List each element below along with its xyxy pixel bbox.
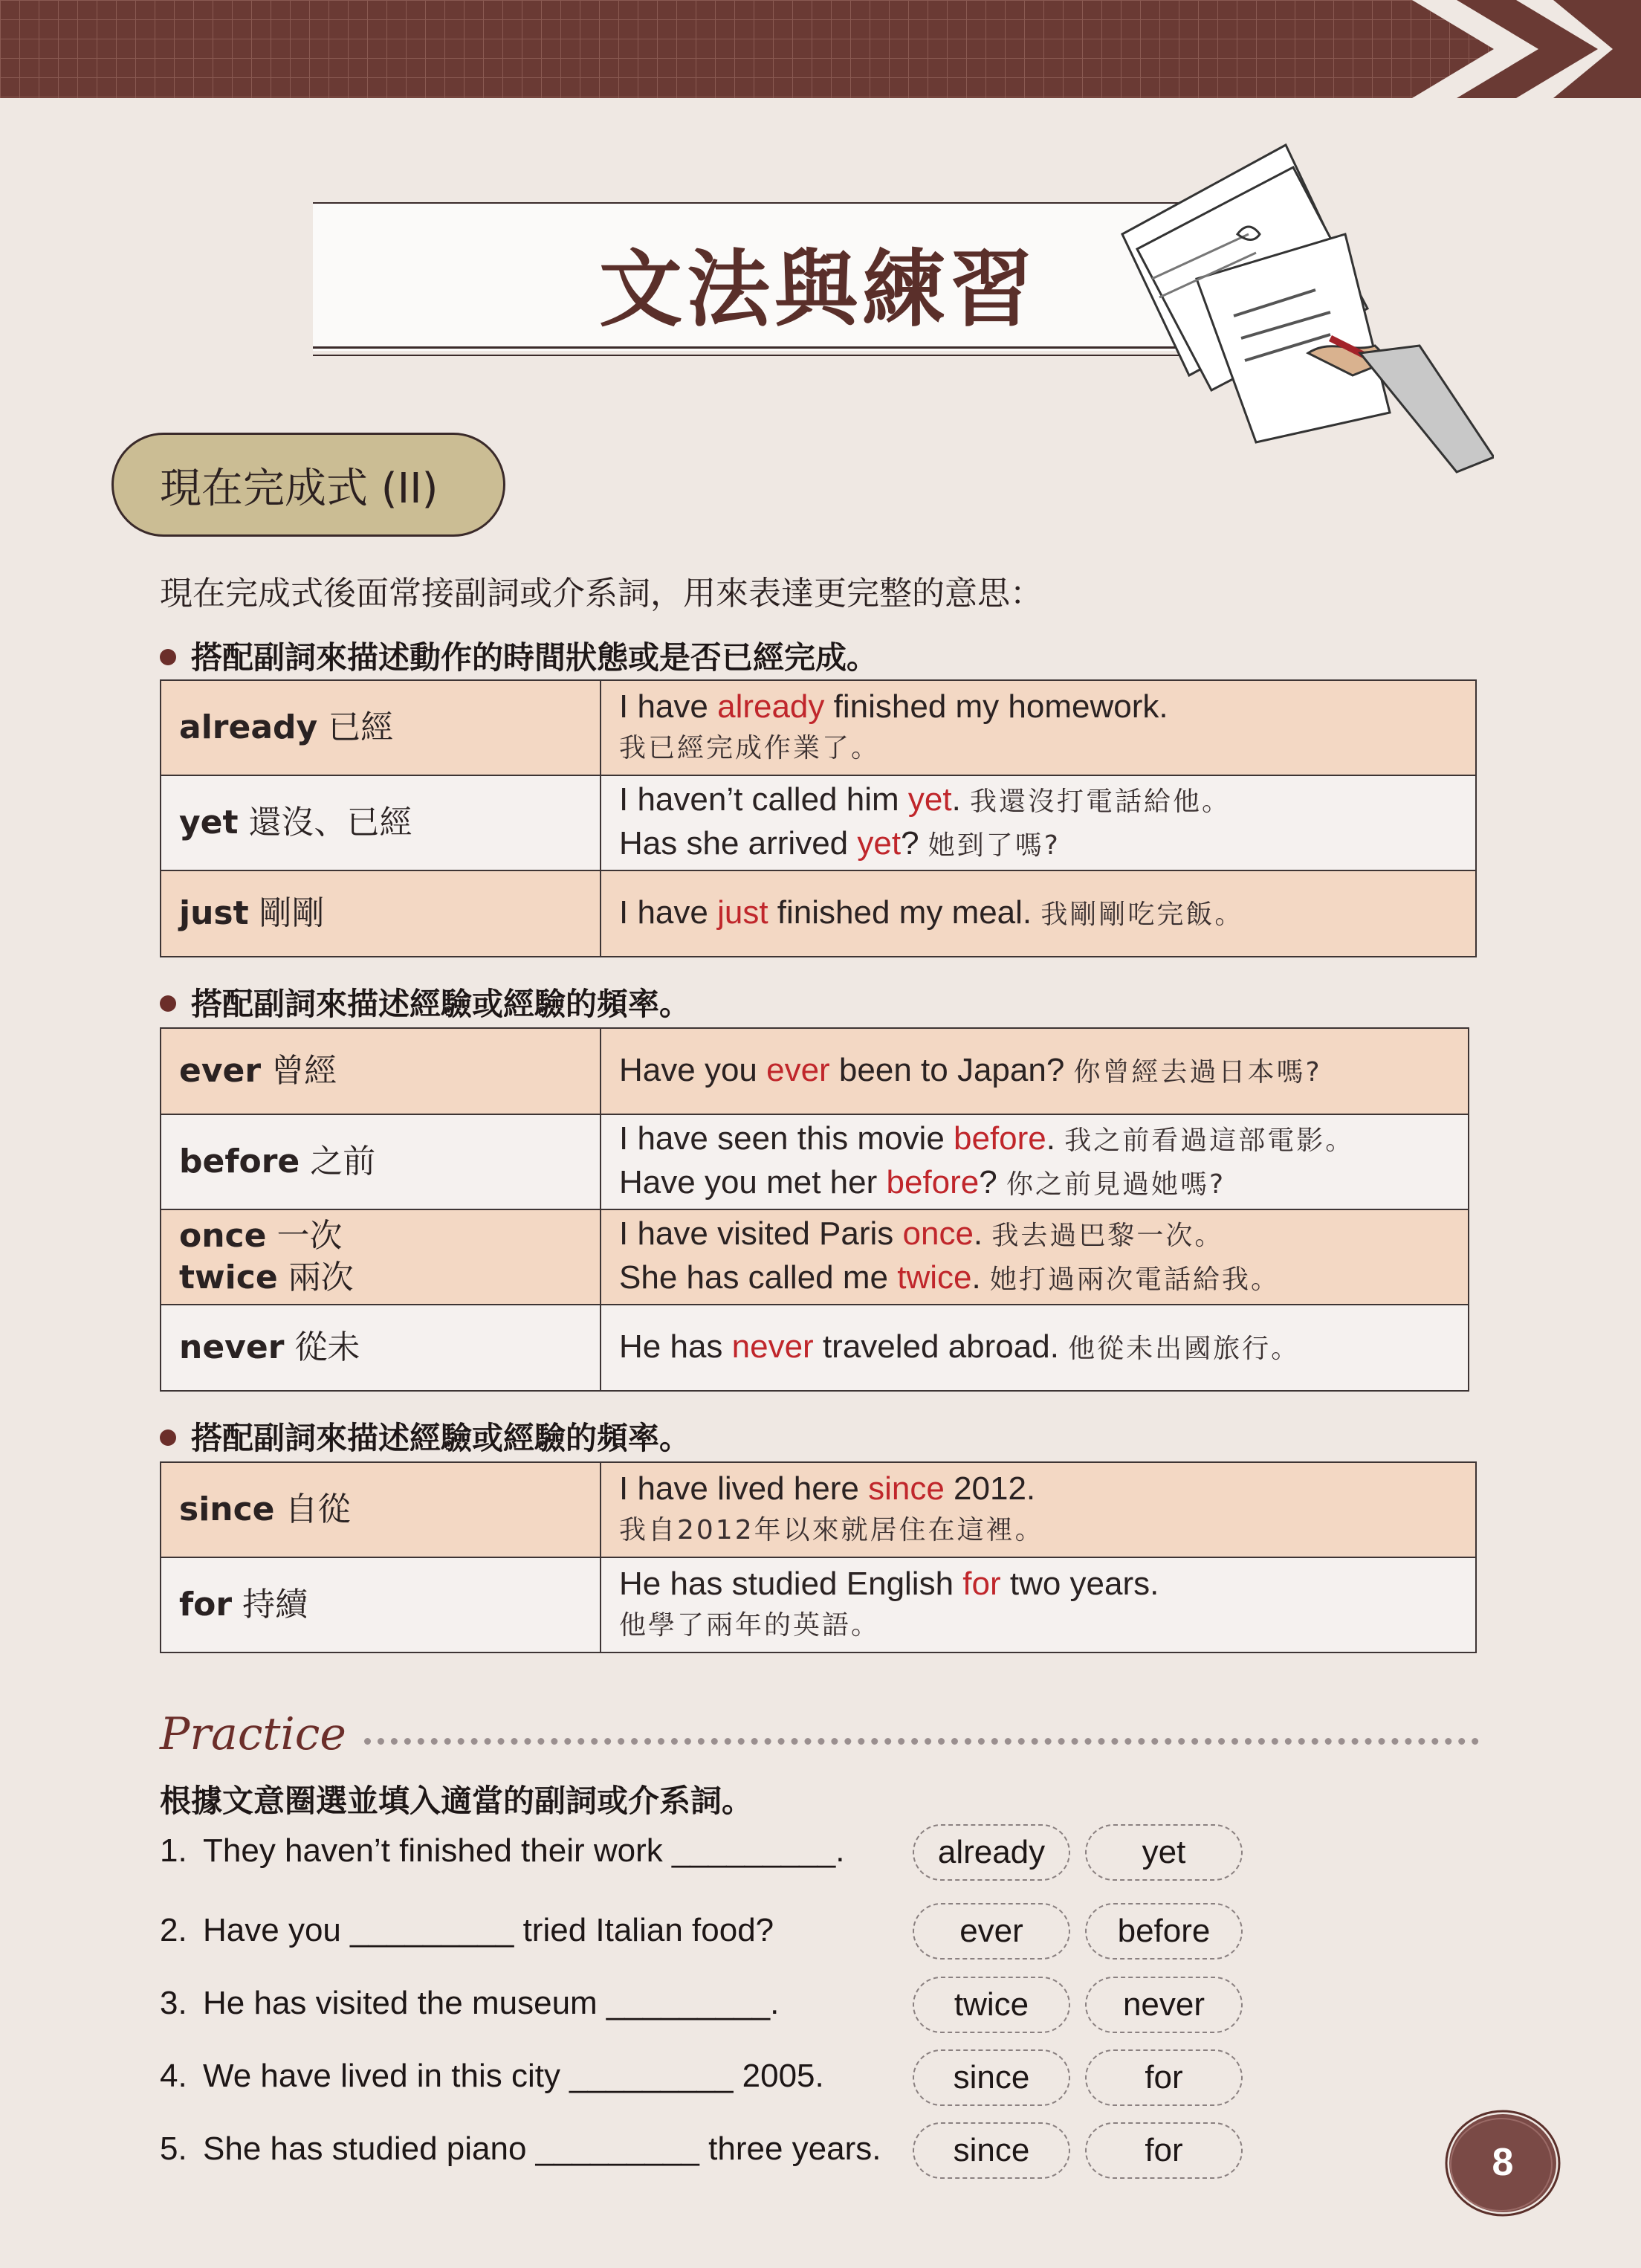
example-cell: He has studied English for two years. 他學了兩年的英語。 (601, 1557, 1476, 1652)
example-cell: I have visited Paris once. 我去過巴黎一次。 She has called me twice. 她打過兩次電話給我。 (601, 1209, 1469, 1305)
table-row (161, 1305, 1469, 1391)
group-heading: 搭配副詞來描述經驗或經驗的頻率。 (160, 1414, 690, 1458)
bullet-dot-icon (160, 649, 176, 665)
keyword-cell: ever 曾經 (161, 1028, 601, 1114)
dotted-divider (364, 1738, 1479, 1745)
table-row (161, 870, 1476, 957)
keyword-cell: already 已經 (161, 680, 601, 775)
bullet-dot-icon (160, 995, 176, 1012)
option-ever[interactable]: ever (913, 1903, 1070, 1960)
table-row (161, 775, 1476, 870)
example-cell: I have already finished my homework. 我已經完成作業了。 (601, 680, 1476, 775)
page-number-badge (1443, 2107, 1562, 2219)
intro-text: 現在完成式後面常接副詞或介系詞，用來表達更完整的意思： (160, 575, 1043, 613)
table-row (161, 1028, 1469, 1114)
keyword-cell: just 剛剛 (161, 870, 601, 957)
question-1: 1. They haven’t finished their work _________. (160, 1832, 845, 1869)
title-underline (313, 346, 1197, 349)
option-before[interactable]: before (1085, 1903, 1243, 1960)
section-title: 現在完成式 (II) (160, 465, 438, 513)
keyword-cell: never 從未 (161, 1305, 601, 1391)
group-heading: 搭配副詞來描述動作的時間狀態或是否已經完成。 (160, 633, 878, 678)
option-for[interactable]: for (1085, 2049, 1243, 2106)
option-for[interactable]: for (1085, 2122, 1243, 2179)
page-title: 文法與練習 (599, 242, 1038, 338)
table-row (161, 1114, 1469, 1209)
option-never[interactable]: never (1085, 1977, 1243, 2033)
top-banner (0, 0, 1641, 98)
keyword-cell: for 持續 (161, 1557, 601, 1652)
example-cell: I have lived here since 2012. 我自2012年以來就居住在這裡。 (601, 1462, 1476, 1557)
question-4: 4. We have lived in this city _________ 2005. (160, 2058, 824, 2094)
table-row (161, 1462, 1476, 1557)
option-since[interactable]: since (913, 2122, 1070, 2179)
grammar-table-1 (160, 679, 1477, 957)
practice-label: Practice (160, 1708, 346, 1760)
question-3: 3. He has visited the museum _________. (160, 1985, 780, 2021)
example-cell: I have seen this movie before. 我之前看過這部電影。 Have you met her before? 你之前見過她嗎? (601, 1114, 1469, 1209)
keyword-cell: before 之前 (161, 1114, 601, 1209)
example-cell: Have you ever been to Japan? 你曾經去過日本嗎? (601, 1028, 1469, 1114)
table-row (161, 680, 1476, 775)
example-cell: He has never traveled abroad. 他從未出國旅行。 (601, 1305, 1469, 1391)
option-already[interactable]: already (913, 1824, 1070, 1881)
page-number: 8 (1492, 2141, 1514, 2184)
title-underline-2 (313, 355, 1182, 356)
grammar-table-2 (160, 1027, 1469, 1392)
grammar-table-3 (160, 1461, 1477, 1653)
table-row (161, 1209, 1469, 1305)
option-since[interactable]: since (913, 2049, 1070, 2106)
option-twice[interactable]: twice (913, 1977, 1070, 2033)
keyword-cell: once 一次 twice 兩次 (161, 1209, 601, 1305)
question-2: 2. Have you _________ tried Italian food? (160, 1912, 774, 1948)
keyword-cell: since 自從 (161, 1462, 601, 1557)
example-cell: I haven’t called him yet. 我還沒打電話給他。 Has she arrived yet? 她到了嗎? (601, 775, 1476, 870)
question-5: 5. She has studied piano _________ three years. (160, 2130, 881, 2167)
bullet-dot-icon (160, 1429, 176, 1446)
keyword-cell: yet 還沒、已經 (161, 775, 601, 870)
table-row (161, 1557, 1476, 1652)
group-heading: 搭配副詞來描述經驗或經驗的頻率。 (160, 980, 690, 1024)
option-yet[interactable]: yet (1085, 1824, 1243, 1881)
example-cell: I have just finished my meal. 我剛剛吃完飯。 (601, 870, 1476, 957)
practice-instruction: 根據文意圈選並填入適當的副詞或介系詞。 (160, 1783, 754, 1819)
document-hand-illustration (1107, 130, 1494, 487)
